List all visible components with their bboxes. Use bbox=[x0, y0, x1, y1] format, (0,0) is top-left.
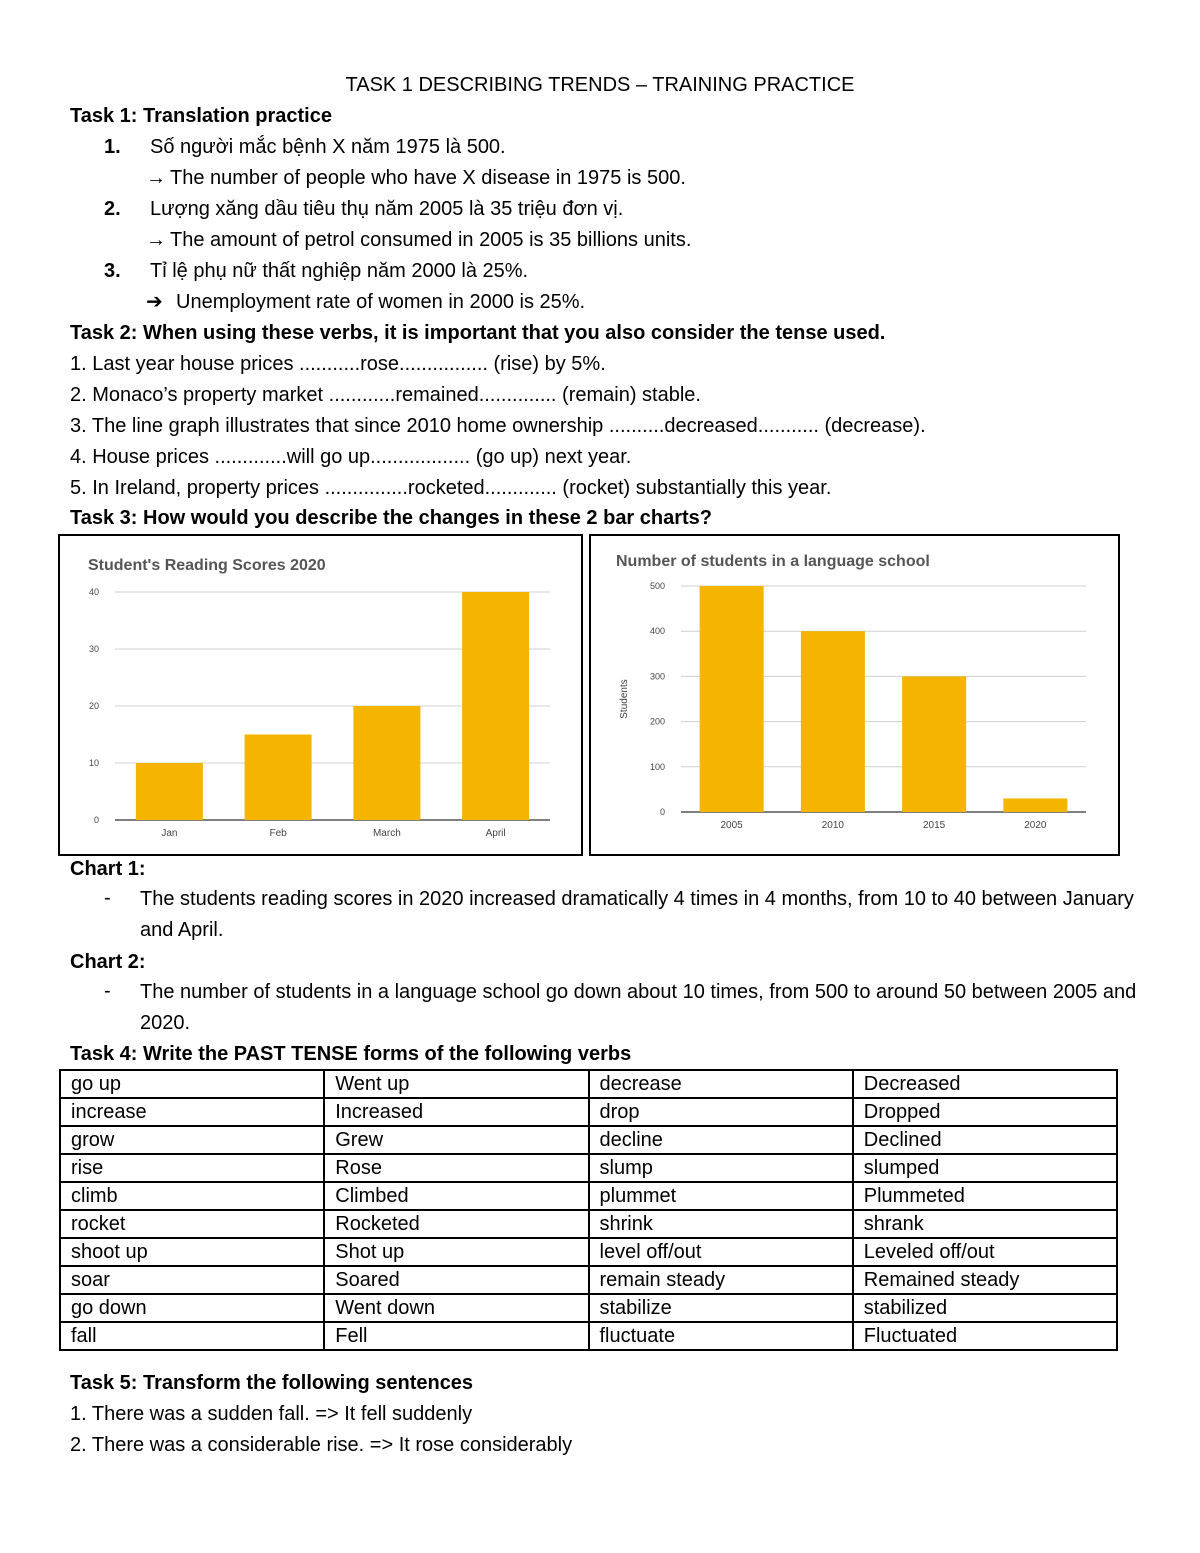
past-form-cell: Fell bbox=[324, 1322, 588, 1350]
x-tick-label: Jan bbox=[161, 828, 178, 839]
language-school-chart bbox=[591, 536, 1118, 854]
x-tick-label: April bbox=[485, 828, 506, 839]
language-school-chart-frame bbox=[589, 534, 1120, 856]
y-axis-label: Students bbox=[619, 679, 630, 719]
task3-heading: Task 3: How would you describe the changes in these 2 bar charts? bbox=[70, 507, 713, 529]
chart-title: Number of students in a language school bbox=[616, 553, 930, 570]
bar bbox=[462, 592, 529, 820]
y-tick-label: 400 bbox=[649, 626, 665, 637]
task1-heading: Task 1: Translation practice bbox=[70, 105, 332, 127]
table-row bbox=[60, 1126, 1117, 1154]
task1-answer-1 bbox=[146, 164, 686, 192]
bar bbox=[1003, 798, 1067, 812]
bullet-dash: - bbox=[104, 887, 111, 909]
vietnamese-sentence: Lượng xăng dầu tiêu thụ năm 2005 là 35 triệu đơn vị. bbox=[150, 198, 624, 220]
x-tick-label: 2005 bbox=[720, 820, 743, 831]
task2-sentence-1: 1. Last year house prices ...........rose................ (rise) by 5%. bbox=[70, 353, 606, 375]
arrow-icon: → bbox=[146, 167, 166, 189]
past-form-cell: Rose bbox=[324, 1154, 588, 1182]
base-verb-cell: decrease bbox=[589, 1070, 853, 1098]
past-form-cell: Soared bbox=[324, 1266, 588, 1294]
past-form-cell: Shot up bbox=[324, 1238, 588, 1266]
table-row bbox=[60, 1210, 1117, 1238]
task2-sentence-5: 5. In Ireland, property prices ...............rocketed............. (rocket) substantially this year. bbox=[70, 477, 832, 499]
past-form-cell: Plummeted bbox=[853, 1182, 1117, 1210]
base-verb-cell: go up bbox=[60, 1070, 324, 1098]
base-verb-cell: grow bbox=[60, 1126, 324, 1154]
table-row bbox=[60, 1098, 1117, 1126]
base-verb-cell: fluctuate bbox=[589, 1322, 853, 1350]
base-verb-cell: soar bbox=[60, 1266, 324, 1294]
past-form-cell: Grew bbox=[324, 1126, 588, 1154]
item-number: 1. bbox=[104, 136, 121, 158]
past-form-cell: Increased bbox=[324, 1098, 588, 1126]
chart2-description: The number of students in a language school go down about 10 times, from 500 to around 50 between 2005 and 2020. bbox=[140, 981, 1137, 1034]
task5-heading: Task 5: Transform the following sentences bbox=[70, 1372, 474, 1394]
y-tick-label: 40 bbox=[88, 587, 99, 597]
y-tick-label: 0 bbox=[93, 815, 99, 825]
bar bbox=[801, 631, 865, 812]
bar bbox=[902, 676, 966, 812]
table-row bbox=[60, 1238, 1117, 1266]
task5-sentence-1: 1. There was a sudden fall. => It fell suddenly bbox=[70, 1403, 473, 1425]
past-form-cell: Went down bbox=[324, 1294, 588, 1322]
past-form-cell: Declined bbox=[853, 1126, 1117, 1154]
task5-sentence-2: 2. There was a considerable rise. => It rose considerably bbox=[70, 1434, 573, 1456]
past-form-cell: slumped bbox=[853, 1154, 1117, 1182]
item-number: 3. bbox=[104, 260, 121, 282]
page-title: TASK 1 DESCRIBING TRENDS – TRAINING PRACTICE bbox=[345, 74, 855, 96]
table-row bbox=[60, 1154, 1117, 1182]
past-form-cell: shrank bbox=[853, 1210, 1117, 1238]
table-row bbox=[60, 1266, 1117, 1294]
past-form-cell: Fluctuated bbox=[853, 1322, 1117, 1350]
bar bbox=[136, 763, 203, 820]
past-form-cell: Dropped bbox=[853, 1098, 1117, 1126]
x-tick-label: 2020 bbox=[1024, 820, 1047, 831]
vietnamese-sentence: Tỉ lệ phụ nữ thất nghiệp năm 2000 là 25%. bbox=[150, 260, 529, 282]
task2-sentence-2: 2. Monaco’s property market ............remained.............. (remain) stable. bbox=[70, 384, 701, 406]
past-form-cell: Climbed bbox=[324, 1182, 588, 1210]
y-tick-label: 20 bbox=[88, 701, 99, 711]
table-row bbox=[60, 1294, 1117, 1322]
base-verb-cell: fall bbox=[60, 1322, 324, 1350]
task4-heading: Task 4: Write the PAST TENSE forms of the following verbs bbox=[70, 1043, 632, 1065]
base-verb-cell: level off/out bbox=[589, 1238, 853, 1266]
base-verb-cell: decline bbox=[589, 1126, 853, 1154]
y-tick-label: 300 bbox=[649, 671, 665, 682]
y-tick-label: 0 bbox=[659, 807, 665, 817]
base-verb-cell: shrink bbox=[589, 1210, 853, 1238]
past-form-cell: Rocketed bbox=[324, 1210, 588, 1238]
task2-heading: Task 2: When using these verbs, it is important that you also consider the tense used. bbox=[70, 322, 886, 344]
x-tick-label: Feb bbox=[269, 828, 287, 839]
base-verb-cell: rocket bbox=[60, 1210, 324, 1238]
english-translation: The amount of petrol consumed in 2005 is 35 billions units. bbox=[170, 229, 692, 251]
task2-sentence-3: 3. The line graph illustrates that since 2010 home ownership ..........decreased........... (decrease). bbox=[70, 415, 926, 437]
base-verb-cell: drop bbox=[589, 1098, 853, 1126]
table-row bbox=[60, 1322, 1117, 1350]
past-form-cell: Went up bbox=[324, 1070, 588, 1098]
past-form-cell: Leveled off/out bbox=[853, 1238, 1117, 1266]
past-form-cell: Remained steady bbox=[853, 1266, 1117, 1294]
vietnamese-sentence: Số người mắc bệnh X năm 1975 là 500. bbox=[150, 136, 506, 158]
task2-sentence-4: 4. House prices .............will go up.................. (go up) next year. bbox=[70, 446, 632, 468]
x-tick-label: March bbox=[372, 828, 401, 839]
task1-answer-2 bbox=[146, 226, 691, 254]
table-row bbox=[60, 1182, 1117, 1210]
task1-answer-3 bbox=[146, 288, 585, 316]
english-translation: The number of people who have X disease in 1975 is 500. bbox=[170, 167, 686, 189]
bar bbox=[245, 735, 312, 821]
base-verb-cell: remain steady bbox=[589, 1266, 853, 1294]
base-verb-cell: slump bbox=[589, 1154, 853, 1182]
task1-item-3 bbox=[104, 257, 528, 285]
past-form-cell: stabilized bbox=[853, 1294, 1117, 1322]
y-tick-label: 10 bbox=[88, 758, 99, 768]
task1-item-2 bbox=[104, 195, 623, 223]
base-verb-cell: stabilize bbox=[589, 1294, 853, 1322]
bar bbox=[700, 586, 764, 812]
x-tick-label: 2015 bbox=[923, 820, 946, 831]
item-number: 2. bbox=[104, 198, 121, 220]
x-tick-label: 2010 bbox=[821, 820, 844, 831]
base-verb-cell: plummet bbox=[589, 1182, 853, 1210]
chart2-label: Chart 2: bbox=[70, 951, 146, 973]
base-verb-cell: rise bbox=[60, 1154, 324, 1182]
past-tense-table bbox=[59, 1069, 1118, 1351]
english-translation: Unemployment rate of women in 2000 is 25%. bbox=[176, 291, 586, 313]
bar bbox=[353, 706, 420, 820]
base-verb-cell: go down bbox=[60, 1294, 324, 1322]
y-tick-label: 100 bbox=[649, 761, 665, 772]
reading-scores-chart bbox=[60, 536, 581, 854]
chart1-description: The students reading scores in 2020 increased dramatically 4 times in 4 months, from 10 to 40 between January and April. bbox=[140, 888, 1134, 941]
arrow-icon: ➔ bbox=[146, 291, 163, 313]
chart-title: Student's Reading Scores 2020 bbox=[88, 557, 326, 574]
table-row bbox=[60, 1070, 1117, 1098]
base-verb-cell: increase bbox=[60, 1098, 324, 1126]
past-form-cell: Decreased bbox=[853, 1070, 1117, 1098]
base-verb-cell: climb bbox=[60, 1182, 324, 1210]
bullet-dash: - bbox=[104, 980, 111, 1002]
task1-item-1 bbox=[104, 133, 506, 161]
arrow-icon: → bbox=[146, 229, 166, 251]
reading-scores-chart-frame bbox=[58, 534, 583, 856]
base-verb-cell: shoot up bbox=[60, 1238, 324, 1266]
chart1-label: Chart 1: bbox=[70, 858, 146, 880]
y-tick-label: 200 bbox=[649, 716, 665, 727]
y-tick-label: 500 bbox=[649, 581, 665, 591]
y-tick-label: 30 bbox=[88, 644, 99, 654]
